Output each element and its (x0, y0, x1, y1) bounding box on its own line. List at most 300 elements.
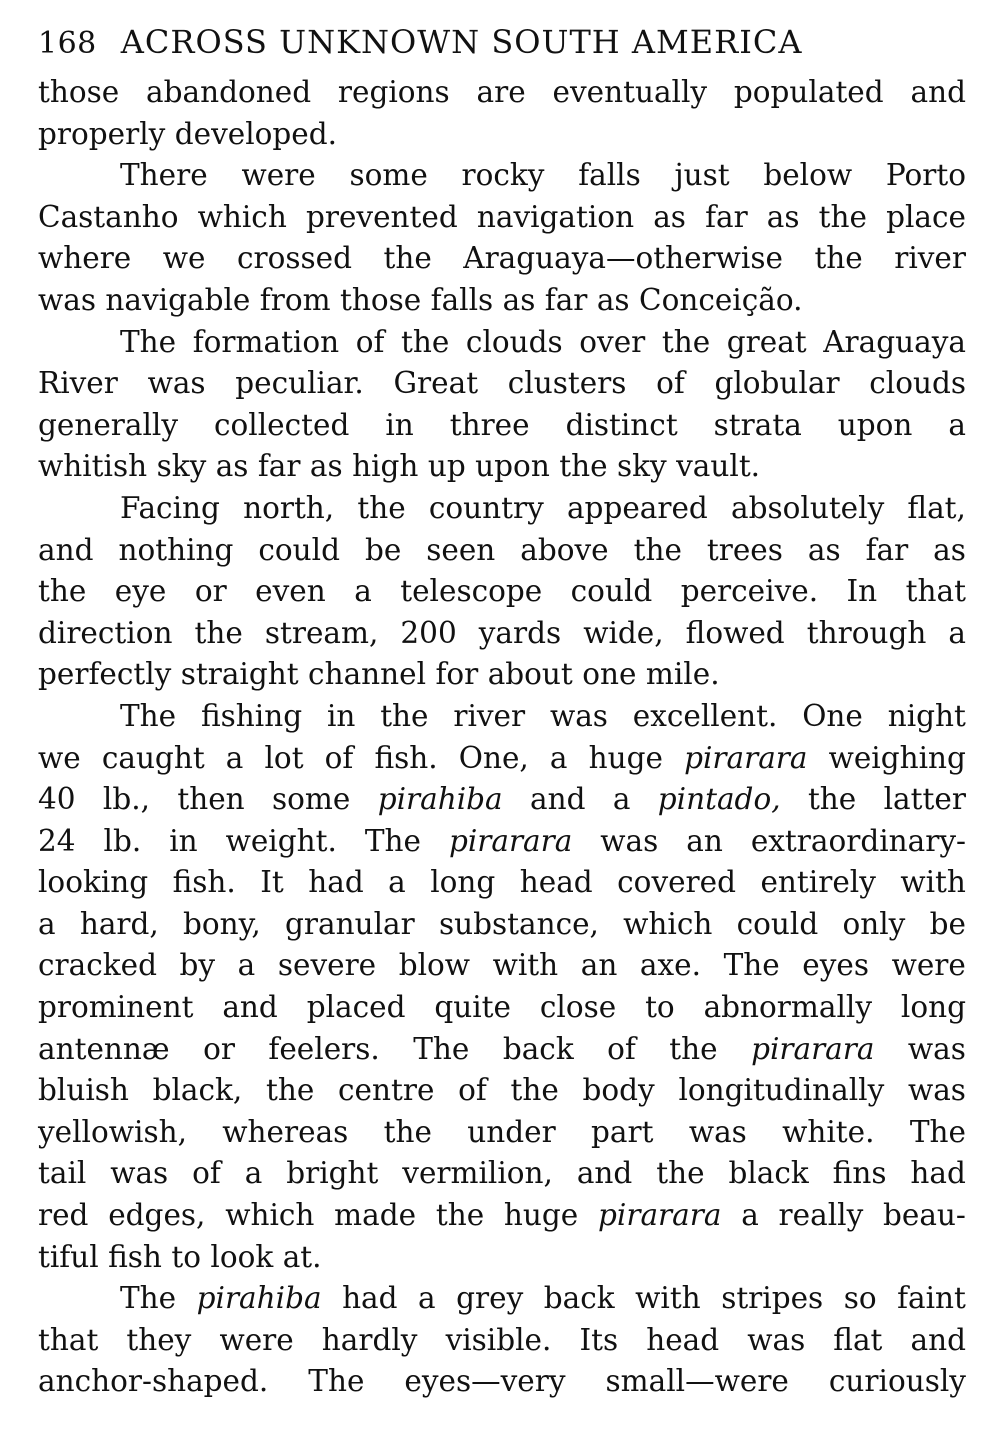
word: was (747, 1322, 806, 1357)
word: upon (475, 449, 550, 484)
word: The (723, 948, 780, 983)
word: part (591, 1114, 654, 1149)
text-line (38, 1112, 966, 1154)
word: collected (214, 407, 350, 442)
word: antennæ (38, 1031, 170, 1066)
word: of (324, 740, 354, 775)
running-title: ACROSS UNKNOWN SOUTH AMERICA (120, 23, 803, 61)
word: One (802, 698, 863, 733)
word: some (272, 782, 351, 817)
word: then (177, 782, 245, 817)
word: grey (456, 1281, 524, 1316)
word: tail (38, 1156, 87, 1191)
word: lb., (102, 782, 150, 817)
word: strata (713, 407, 802, 442)
text-line (38, 571, 966, 613)
word: peculiar. (235, 366, 364, 401)
word: lb. (103, 823, 142, 858)
word: vault. (676, 449, 761, 484)
word: white. (782, 1114, 875, 1149)
word: perceive. (680, 574, 819, 609)
italic-word: pirarara (751, 1031, 875, 1066)
word: look (210, 1239, 274, 1274)
word: and (910, 75, 966, 109)
word: Araguaya—otherwise (463, 241, 783, 276)
word: centre (338, 1073, 435, 1108)
word: the (357, 490, 406, 525)
text-line (38, 1153, 966, 1195)
word: far (705, 199, 748, 234)
word: nothing (118, 532, 234, 567)
word: weight. (225, 823, 337, 858)
word: 200 (400, 615, 457, 650)
text-line (38, 322, 966, 364)
word: perfectly (38, 657, 172, 692)
word: the (656, 1156, 705, 1191)
word: eyes (802, 948, 870, 983)
word: faint (897, 1281, 966, 1316)
word: the (194, 615, 243, 650)
word: excellent. (632, 698, 778, 733)
word: channel (308, 657, 427, 692)
word: One, (458, 740, 529, 775)
word: and (222, 990, 278, 1025)
word: wide, (583, 615, 664, 650)
word: Great (393, 366, 479, 401)
word: about (487, 657, 573, 692)
word: The (909, 1114, 966, 1149)
word: which (225, 1198, 315, 1233)
page-number: 168 (38, 26, 97, 61)
word: The (120, 1281, 177, 1316)
word: and (38, 532, 94, 567)
text-line (38, 1029, 966, 1071)
word: hard, (79, 906, 159, 941)
word: or (203, 1031, 235, 1066)
word: cracked (38, 948, 157, 983)
word: fish. (172, 865, 236, 900)
word: was (38, 282, 96, 317)
word: It (260, 865, 284, 900)
word: had (342, 1281, 398, 1316)
word: navigable (105, 282, 251, 317)
word: the (669, 1031, 718, 1066)
word: long (430, 865, 496, 900)
word: Facing (120, 490, 220, 525)
word: caught (101, 740, 205, 775)
word: under (467, 1114, 556, 1149)
word: substance, (438, 906, 599, 941)
word: body (582, 1073, 655, 1108)
word: over (579, 324, 646, 359)
word: some (349, 158, 428, 193)
word: distinct (565, 407, 678, 442)
word: the (814, 241, 863, 276)
word: The (120, 324, 177, 359)
word: made (334, 1198, 417, 1233)
word: far (257, 449, 301, 484)
text-line (38, 72, 966, 114)
word: Porto (885, 158, 966, 193)
word: or (194, 574, 227, 609)
word: could (736, 906, 819, 941)
word: great (726, 324, 807, 359)
word: clouds (465, 324, 563, 359)
word: was (688, 1114, 747, 1149)
word: we (38, 740, 81, 775)
word: generally (38, 407, 179, 442)
word: straight (180, 657, 299, 692)
word: were (219, 1322, 294, 1357)
running-head (38, 22, 966, 72)
word: of (355, 324, 385, 359)
word: appeared (566, 490, 708, 525)
word: blow (398, 948, 471, 983)
word: a (237, 948, 256, 983)
word: head (519, 865, 593, 900)
word: up (427, 449, 466, 484)
word: trees (706, 532, 783, 567)
word: black, (152, 1073, 243, 1108)
word: they (126, 1322, 192, 1357)
word: The (120, 698, 177, 733)
word: north, (243, 490, 335, 525)
word: were (241, 158, 316, 193)
word: fish (108, 1239, 162, 1274)
word: a (418, 1281, 436, 1316)
word: with (635, 1281, 701, 1316)
word: the (633, 532, 682, 567)
word: the (510, 1073, 559, 1108)
word: properly (38, 116, 166, 151)
word: a (948, 615, 966, 650)
word: sky (156, 449, 207, 484)
text-line (38, 405, 966, 447)
word: with (900, 865, 966, 900)
word: and (576, 1156, 633, 1191)
text-line (38, 488, 966, 530)
word: below (763, 158, 853, 193)
word: River (38, 366, 118, 401)
word: stripes (721, 1281, 824, 1316)
word: above (520, 532, 609, 567)
text-line (38, 1070, 966, 1112)
word: clusters (507, 366, 627, 401)
word: eye (114, 574, 167, 609)
word: had (308, 865, 364, 900)
word: the (661, 324, 711, 359)
word: where (38, 241, 132, 276)
word: was (147, 366, 206, 401)
word: a (244, 1156, 263, 1191)
word: black (728, 1156, 809, 1191)
word: red (38, 1198, 89, 1233)
word: was (549, 698, 608, 733)
word: so (843, 1281, 877, 1316)
text-line (38, 738, 966, 780)
word: night (887, 698, 966, 733)
word: bony, (183, 906, 261, 941)
word: and (910, 1322, 966, 1357)
text-line (38, 654, 966, 696)
text-line (38, 1361, 966, 1403)
word: was (907, 1031, 966, 1066)
text-line (38, 779, 966, 821)
italic-word: pirahiba (377, 782, 503, 817)
word: eventually (552, 75, 708, 109)
word: a (549, 740, 568, 775)
word: whitish (38, 449, 148, 484)
word: as (807, 532, 841, 567)
word: for (435, 657, 479, 692)
word: high (352, 449, 419, 484)
word: granular (285, 906, 415, 941)
word: developed. (174, 116, 337, 151)
word: In (846, 574, 878, 609)
word: really (778, 1198, 864, 1233)
word: the (380, 698, 429, 733)
word: crossed (236, 241, 352, 276)
word: rocky (461, 158, 545, 193)
word: those (38, 75, 120, 109)
word: Conceição. (639, 282, 803, 317)
word: quite (434, 990, 511, 1025)
word: navigation (476, 199, 635, 234)
word: the (383, 241, 432, 276)
word: prevented (305, 199, 458, 234)
word: The (308, 1364, 365, 1399)
word: a (612, 782, 631, 817)
word: close (539, 990, 617, 1025)
word: country (428, 490, 544, 525)
word: which (197, 199, 287, 234)
word: stream, (264, 615, 379, 650)
word: far (865, 532, 909, 567)
word: severe (277, 948, 377, 983)
word: a (741, 1198, 759, 1233)
word: place (886, 199, 966, 234)
word: formation (192, 324, 340, 359)
word: an (686, 823, 723, 858)
word: edges, (108, 1198, 206, 1233)
word: only (842, 906, 906, 941)
word: the (818, 199, 867, 234)
word: in (169, 823, 198, 858)
word: abnormally (703, 990, 873, 1025)
italic-word: pirahiba (196, 1281, 322, 1316)
word: upon (837, 407, 913, 442)
word: in (385, 407, 414, 442)
word: be (929, 906, 966, 941)
word: of (458, 1073, 487, 1108)
text-line (38, 945, 966, 987)
word: curiously (828, 1364, 966, 1399)
word: that (38, 1322, 99, 1357)
word: the (383, 1114, 432, 1149)
text-line (38, 197, 966, 239)
word: as (653, 199, 686, 234)
word: just (674, 158, 730, 193)
word: globular (714, 366, 840, 401)
word: the (401, 324, 450, 359)
book-page (38, 22, 966, 1403)
word: back (502, 1031, 574, 1066)
text-line (38, 1237, 966, 1279)
text-line (38, 696, 966, 738)
word: bright (286, 1156, 379, 1191)
word: as (502, 282, 536, 317)
text-line (38, 904, 966, 946)
word: flat, (907, 490, 966, 525)
word: a (948, 407, 966, 442)
word: lot (264, 740, 304, 775)
word: a (38, 906, 56, 941)
word: the (559, 449, 608, 484)
word: The (413, 1031, 470, 1066)
text-line (38, 363, 966, 405)
word: yards (478, 615, 562, 650)
word: covered (617, 865, 737, 900)
word: as (596, 282, 630, 317)
word: as (933, 532, 966, 567)
text-line (38, 862, 966, 904)
word: could (258, 532, 340, 567)
word: 40 (38, 782, 76, 817)
word: whereas (222, 1114, 349, 1149)
word: an (580, 948, 618, 983)
word: as (215, 449, 249, 484)
word: fishing (200, 698, 303, 733)
word: Its (579, 1322, 619, 1357)
word: feelers. (268, 1031, 380, 1066)
word: falls (578, 158, 641, 193)
word: was (907, 1073, 966, 1108)
word: absolutely (731, 490, 885, 525)
text-line (38, 530, 966, 572)
word: was (600, 823, 659, 858)
body-text (38, 72, 966, 1403)
word: hardly (321, 1322, 418, 1357)
word: direction (38, 615, 173, 650)
word: There (120, 158, 208, 193)
word: populated (733, 75, 884, 109)
word: falls (430, 282, 494, 317)
word: those (340, 282, 422, 317)
word: eyes—very (404, 1364, 566, 1399)
text-line (38, 987, 966, 1029)
word: we (162, 241, 206, 276)
word: 24 (38, 823, 76, 858)
word: the (38, 574, 87, 609)
word: that (905, 574, 966, 609)
word: anchor-shaped. (38, 1364, 269, 1399)
word: clouds (869, 366, 966, 401)
word: at. (282, 1239, 322, 1274)
word: head (646, 1322, 720, 1357)
word: by (179, 948, 216, 983)
word: river (894, 241, 966, 276)
word: a (354, 574, 372, 609)
italic-word: pirarara (684, 740, 808, 775)
word: Castanho (38, 199, 179, 234)
text-line (38, 155, 966, 197)
word: axe. (639, 948, 701, 983)
word: back (543, 1281, 615, 1316)
word: fins (832, 1156, 887, 1191)
word: were (891, 948, 966, 983)
word: mile. (645, 657, 720, 692)
word: of (607, 1031, 636, 1066)
word: the (807, 782, 857, 817)
word: are (476, 75, 526, 109)
word: and (530, 782, 586, 817)
word: even (255, 574, 326, 609)
word: sky (617, 449, 667, 484)
word: regions (337, 75, 450, 109)
word: be (364, 532, 402, 567)
word: to (645, 990, 675, 1025)
word: which (623, 906, 713, 941)
text-line (38, 238, 966, 280)
text-line (38, 1278, 966, 1320)
word: abandoned (146, 75, 312, 109)
word: was (110, 1156, 169, 1191)
word: The (364, 823, 421, 858)
word: in (326, 698, 356, 733)
word: flat (833, 1322, 883, 1357)
word: fish. (374, 740, 438, 775)
word: as (766, 199, 800, 234)
word: flowed (685, 615, 785, 650)
word: of (656, 366, 685, 401)
word: huge (503, 1198, 579, 1233)
word: Araguaya (823, 324, 966, 359)
word: had (910, 1156, 966, 1191)
italic-word: pirarara (598, 1198, 722, 1233)
word: weighing (828, 740, 966, 775)
text-line (38, 446, 966, 488)
word: long (900, 990, 966, 1025)
word: vermilion, (402, 1156, 553, 1191)
word: longitudinally (678, 1073, 885, 1108)
word: small—were (605, 1364, 789, 1399)
text-line (38, 1195, 966, 1237)
text-line (38, 1320, 966, 1362)
word: entirely (760, 865, 876, 900)
word: bluish (38, 1073, 129, 1108)
text-line (38, 821, 966, 863)
word: of (192, 1156, 221, 1191)
word: prominent (38, 990, 194, 1025)
word: visible. (445, 1322, 552, 1357)
word: beau- (883, 1198, 966, 1233)
word: tiful (38, 1239, 99, 1274)
word: through (806, 615, 927, 650)
word: river (453, 698, 526, 733)
word: seen (426, 532, 496, 567)
word: the (266, 1073, 315, 1108)
word: one (582, 657, 637, 692)
word: with (492, 948, 559, 983)
word: telescope (400, 574, 543, 609)
text-line (38, 280, 966, 322)
word: a (388, 865, 406, 900)
word: huge (588, 740, 663, 775)
italic-word: pirarara (448, 823, 573, 858)
word: yellowish, (38, 1114, 187, 1149)
word: looking (38, 865, 149, 900)
word: three (449, 407, 530, 442)
